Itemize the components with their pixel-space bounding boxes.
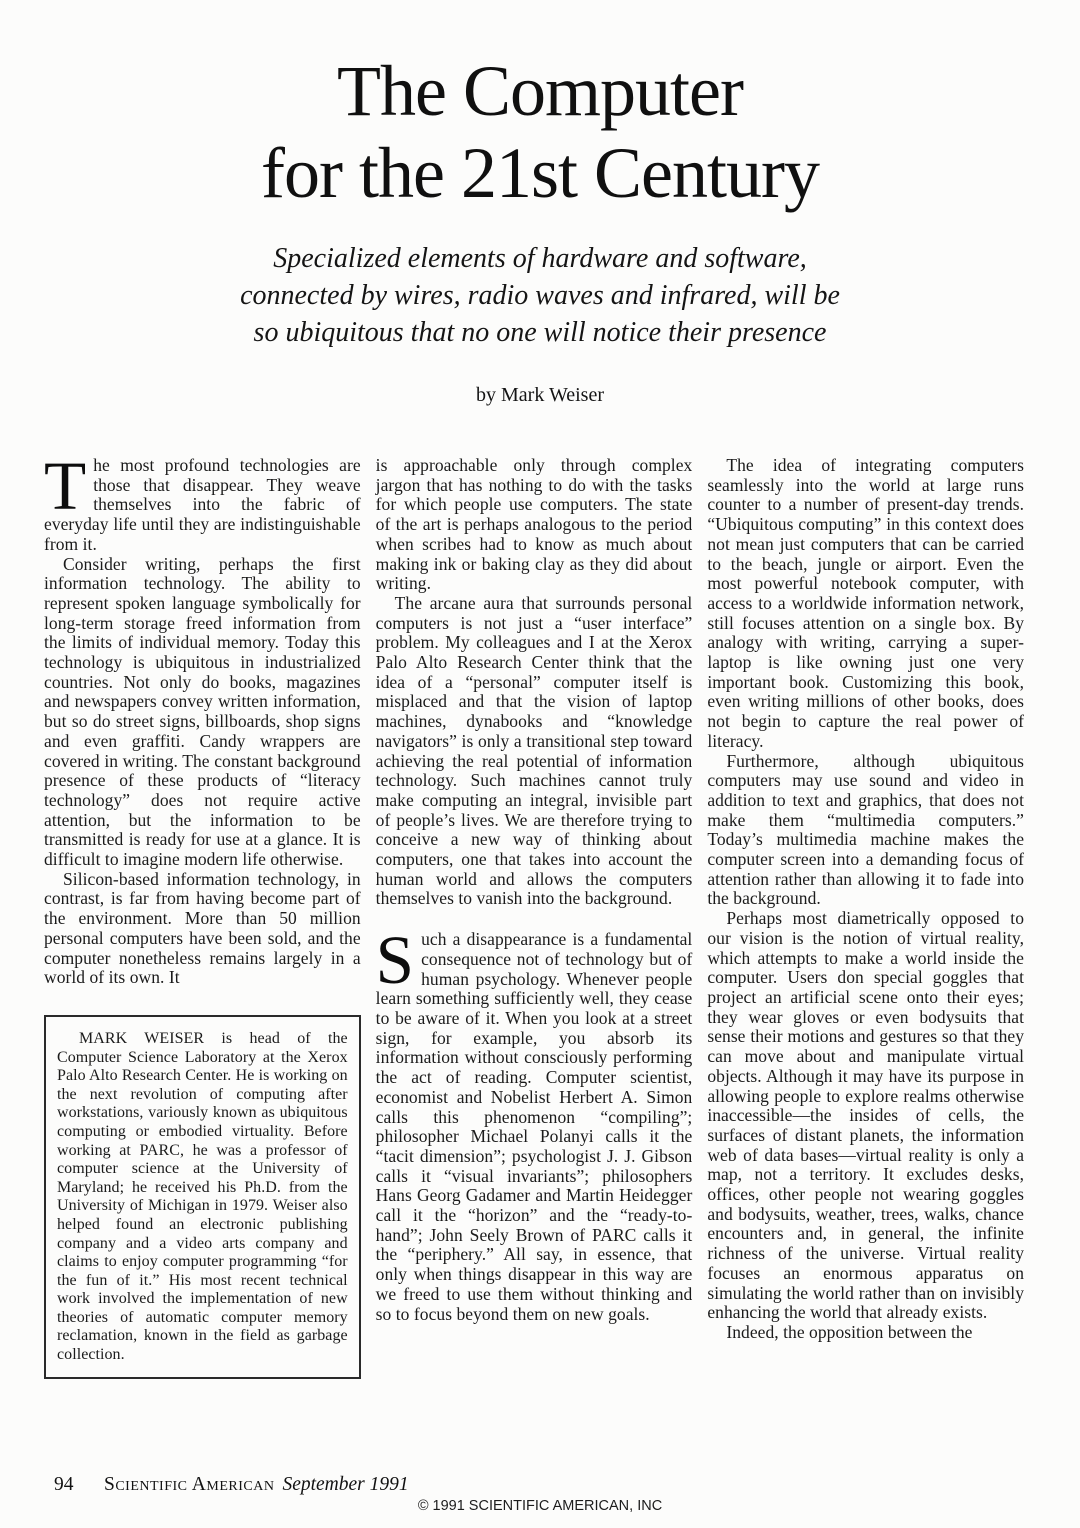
article-title-line2: for the 21st Century xyxy=(261,133,819,213)
article-body xyxy=(44,448,1025,1379)
paragraph xyxy=(44,448,361,555)
copyright-notice: © 1991 SCIENTIFIC AMERICAN, INC xyxy=(417,1498,663,1514)
column-1 xyxy=(44,448,361,1379)
paragraph: Perhaps most diametrically opposed to our vision is the notion of virtual reality, which attempts to make a world inside the computer. Users don special goggles that project an artificial scene onto their eyes; they wear gloves or even bodysuits that sense their motions and gestures so that they can move about and manipulate virtual objects. Although it may have its purpose in allowing people to explore realms otherwise inaccessible—the insides of cells, the surfaces of distant planets, the information web of data bases—virtual reality is only a map, not a territory. It excludes desks, offices, other people not wearing goggles and bodysuits, weather, trees, walks, chance encounters and, in general, the infinite richness of the universe. Virtual reality focuses an enormous apparatus on simulating the world rather than on invisibly enhancing the world that already exists. xyxy=(707,908,1025,1323)
author-bio-box xyxy=(44,1015,361,1379)
paragraph xyxy=(375,922,693,1324)
paragraph: Silicon-based information technology, in contrast, is far from having become part of the environment. More than 50 million personal computers have been sold, and the computer nonetheless remains largely in a world of its own. It xyxy=(44,868,361,988)
article-title-line1: The Computer xyxy=(337,51,743,131)
paragraph: The idea of integrating computers seamlessly into the world at large runs counter to a number of present-day trends. “Ubiquitous computing” in this context does not mean just computers that can be carried to the beach, jungle or airport. Even the most powerful notebook computer, with access to a worldwide information network, still focuses attention on a single box. By analogy with writing, carrying a super-laptop is like owning just one very important book. Customizing this book, even writing millions of other books, does not begin to capture the real power of literacy. xyxy=(707,455,1025,751)
folio-line xyxy=(54,1474,1080,1496)
paragraph-text: he most profound technologies are those that disappear. They weave themselves into the fabric of everyday life until they are indistinguishable from it. xyxy=(44,455,361,554)
author-bio-text: MARK WEISER is head of the Computer Science Laboratory at the Xerox Palo Alto Research Center. He is working on the next revolution of computing after workstations, variously known as ubiquitous computing or embodied virtuality. Before working at PARC, he was a professor of computer science at the University of Maryland; he received his Ph.D. from the University of Michigan in 1979. Weiser also helped found an electronic publishing company and a video arts company and claims to enjoy computer programming “for the fun of it.” His most recent technical work involved the implementation of new theories of automatic computer memory reclamation, known in the field as garbage collection. xyxy=(57,1029,348,1364)
dropcap-s: S xyxy=(375,922,415,999)
issue-date: September 1991 xyxy=(282,1474,409,1495)
paragraph: Consider writing, perhaps the first information technology. The ability to represent spoken language symbolically for long-term storage freed information from the limits of individual memory. Today this technology is ubiquitous in industrialized countries. Not only do books, magazines and newspapers convey written information, but so do street signs, billboards, shop signs and even graffiti. Candy wrappers are covered in writing. The constant background presence of these products of “literacy technology” does not require active attention, but the information to be transmitted is ready for use at a glance. It is difficult to imagine modern life otherwise. xyxy=(44,553,361,870)
paragraph-text: uch a disappearance is a fundamental consequence not of technology but of human psychology. Whenever people learn something sufficiently well, they cease to be aware of it. When you look at a street sign, for example, you absorb its information without consciously performing the act of reading. Computer scientist, economist and Nobelist Herbert A. Simon calls this phenomenon “compiling”; philosopher Michael Polanyi calls it the “tacit dimension”; psychologist J. J. Gibson calls it “visual invariants”; philosophers Hans Georg Gadamer and Martin Heidegger call it the “horizon” and the “ready-to-hand”; John Seely Brown of PARC calls it the “periphery.” All say, in essence, that only when things disappear in this way are we freed to use them without thinking and so to focus beyond them on new goals. xyxy=(375,929,693,1324)
paragraph: Indeed, the opposition between the xyxy=(726,1321,973,1342)
byline: by Mark Weiser xyxy=(476,384,604,406)
article-deck xyxy=(0,240,1080,351)
deck-line: Specialized elements of hardware and software, xyxy=(273,243,807,274)
paragraph: is approachable only through complex jargon that has nothing to do with the tasks for which people use computers. The state of the art is perhaps analogous to the period when scribes had to know as much about making ink or baking clay as they did about writing. xyxy=(375,455,693,594)
magazine-page xyxy=(0,50,1080,1528)
article-title xyxy=(0,50,1080,214)
column-2 xyxy=(376,456,693,1379)
deck-line: so ubiquitous that no one will notice their presence xyxy=(253,317,827,348)
dropcap-t: T xyxy=(44,448,87,524)
magazine-name: Scientific American xyxy=(104,1474,275,1495)
masthead xyxy=(0,50,1080,407)
paragraph: Furthermore, although ubiquitous computers may use sound and video in addition to text and graphics, that does not make them “multimedia computers.” Today’s multimedia machine makes the computer screen into a demanding focus of attention rather than allowing it to fade into the background. xyxy=(707,750,1025,909)
page-number: 94 xyxy=(54,1474,74,1495)
paragraph: The arcane aura that surrounds personal computers is not just a “user interface” problem. My colleagues and I at the Xerox Palo Alto Research Center think that the idea of a “personal” computer itself is misplaced and that the vision of laptop machines, dynabooks and “knowledge navigators” is only a transitional step toward achieving the real potential of information technology. Such machines cannot truly make computing an integral, invisible part of people’s lives. We are therefore trying to conceive a new way of thinking about computers, one that takes into account the human world and allows the computers themselves to vanish into the background. xyxy=(375,592,693,909)
page-footer xyxy=(0,1474,1080,1514)
deck-line: connected by wires, radio waves and infrared, will be xyxy=(240,280,840,311)
column-3 xyxy=(707,456,1024,1379)
